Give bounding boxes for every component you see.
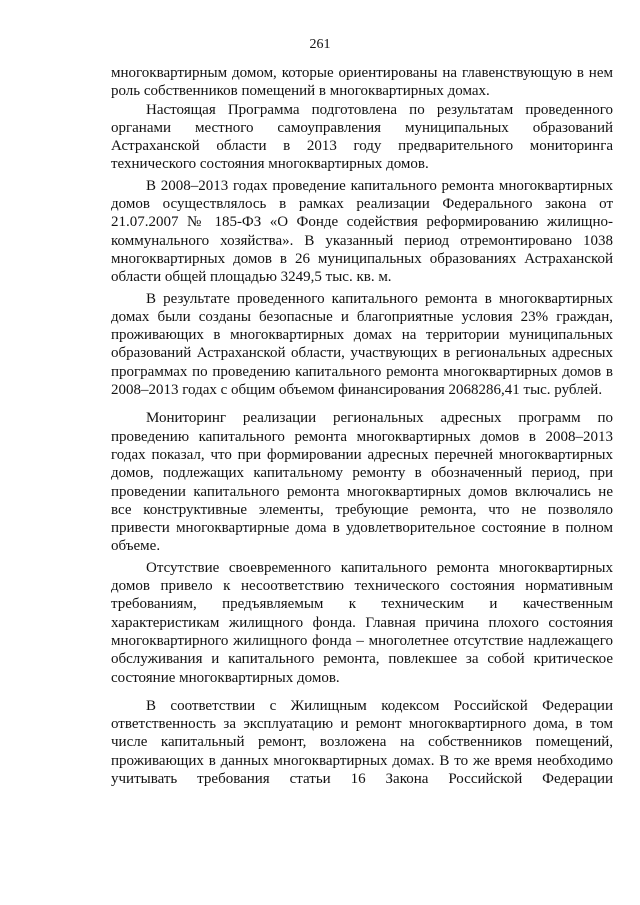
paragraph-monitoring: Мониторинг реализации региональных адресных программ по проведению капитального ремонта многоквартирных домов в 2008–2013 годах показал, что при формировании адресных перечней многоквартирных домов, подлежащих капитальному ремонту в обозначенный период, при проведении капитального ремонта многоквартирных домов включались не все конструктивные элементы, требующие ремонта, что не позволяло привести многоквартирные дома в удовлетворительное состояние в полном объеме.	[111, 410, 613, 555]
page-number: 261	[309, 37, 331, 52]
paragraph-repairs-2008-2013: В 2008–2013 годах проведение капитального ремонта многоквартирных домов осуществлялось в рамках реализации Федерального закона от 21.07.2007 № 185-ФЗ «О Фонде содействия реформированию жилищно-коммунального хозяйства». В указанный период отремонтировано 1038 многоквартирных домов в 26 муниципальных образованиях Астраханской области общей площадью 3249,5 тыс. кв. м.	[111, 177, 613, 286]
paragraph-repair-results: В результате проведенного капитального ремонта в многоквартирных домах были созданы безопасные и благоприятные условия 23% граждан, проживающих в многоквартирных домах на территории муниципальных образований Астраханской области, участвующих в региональных адресных программах по проведению капитального ремонта многоквартирных домов в 2008–2013 годах с общим объемом финансирования 2068286,41 тыс. рублей.	[111, 290, 613, 399]
paragraph-housing-code: В соответствии с Жилищным кодексом Российской Федерации ответственность за эксплуатацию и ремонт многоквартирного дома, в том числе капитальный ремонт, возложена на собственников помещений, проживающих в данных многоквартирных домах. В то же время необходимо учитывать требования статьи 16 Закона Российской Федерации	[111, 697, 613, 787]
paragraph-program-preparation: Настоящая Программа подготовлена по результатам проведенного органами местного самоуправления муниципальных образований Астраханской области в 2013 году предварительного мониторинга технического состояния многоквартирных домов.	[111, 101, 613, 173]
paragraph-lack-of-repair: Отсутствие своевременного капитального ремонта многоквартирных домов привело к несоответствию технического состояния нормативным требованиям, предъявляемым к техническим и качественным характеристикам жилищного фонда. Главная причина плохого состояния многоквартирного жилищного фонда – многолетнее отсутствие надлежащего обслуживания и капитального ремонта, повлекшее за собой критическое состояние многоквартирных домов.	[111, 559, 613, 686]
document-body	[111, 64, 613, 788]
paragraph-continuation: многоквартирным домом, которые ориентированы на главенствующую в нем роль собственников помещений в многоквартирных домах.	[111, 65, 613, 100]
